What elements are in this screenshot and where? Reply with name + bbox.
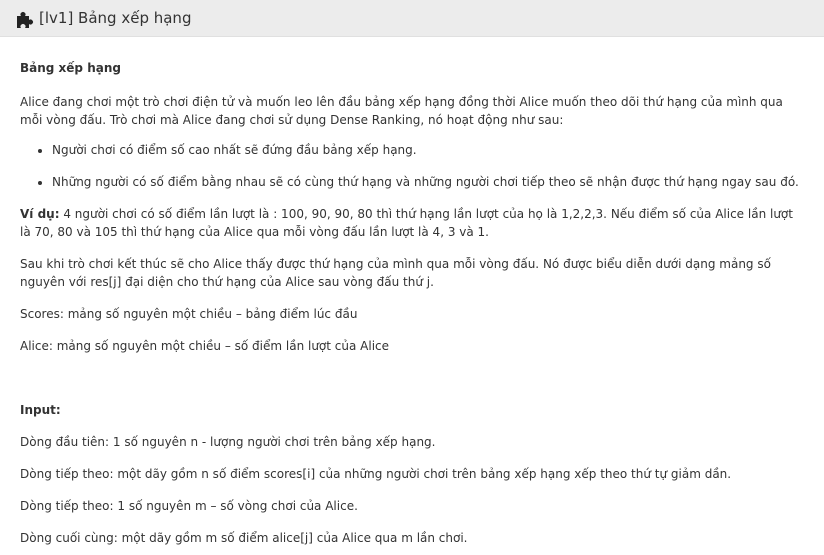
rules-list — [20, 141, 804, 191]
list-item: • Người chơi có điểm số cao nhất sẽ đứng đầu bảng xếp hạng. — [52, 141, 804, 159]
input-line: Dòng tiếp theo: 1 số nguyên m – số vòng chơi của Alice. — [20, 499, 358, 513]
example-paragraph — [20, 205, 804, 241]
input-line: Dòng tiếp theo: một dãy gồm n số điểm scores[i] của những người chơi trên bảng xếp hạng xếp theo thứ tự giảm dần. — [20, 467, 732, 481]
input-line: Dòng đầu tiên: 1 số nguyên n - lượng người chơi trên bảng xếp hạng. — [20, 435, 436, 449]
after-game-paragraph: Sau khi trò chơi kết thúc sẽ cho Alice thấy được thứ hạng của mình qua mỗi vòng đấu. Nó được biểu diễn dưới dạng mảng số nguyên với res[j] đại diện cho thứ hạng của Alice sau vòng đấu thứ j. — [20, 257, 771, 289]
puzzle-icon — [14, 7, 36, 29]
problem-heading: Bảng xếp hạng — [20, 61, 121, 75]
input-line: Dòng cuối cùng: một dãy gồm m số điểm alice[j] của Alice qua m lần chơi. — [20, 531, 468, 545]
example-text: 4 người chơi có số điểm lần lượt là : 100, 90, 90, 80 thì thứ hạng lần lượt của họ là 1,2,2,3. Nếu điểm số của Alice lần lượt là 70, 80 và 105 thì thứ hạng của Alice qua mỗi vòng đấu lần lượt là 4, 3 và 1. — [20, 207, 793, 239]
scores-description: Scores: mảng số nguyên một chiều – bảng điểm lúc đầu — [20, 307, 358, 321]
example-label: Ví dụ: — [20, 207, 60, 221]
problem-header — [0, 0, 824, 37]
alice-description: Alice: mảng số nguyên một chiều – số điểm lần lượt của Alice — [20, 339, 390, 353]
problem-intro: Alice đang chơi một trò chơi điện tử và muốn leo lên đầu bảng xếp hạng đồng thời Alice muốn theo dõi thứ hạng của mình qua mỗi vòng đấu. Trò chơi mà Alice đang chơi sử dụng Dense Ranking, nó hoạt động như sau: — [20, 95, 783, 127]
input-heading: Input: — [20, 403, 61, 417]
problem-title: [lv1] Bảng xếp hạng — [39, 9, 192, 27]
list-item: • Những người có số điểm bằng nhau sẽ có cùng thứ hạng và những người chơi tiếp theo sẽ nhận được thứ hạng ngay sau đó. — [52, 173, 804, 191]
problem-content — [0, 37, 824, 547]
